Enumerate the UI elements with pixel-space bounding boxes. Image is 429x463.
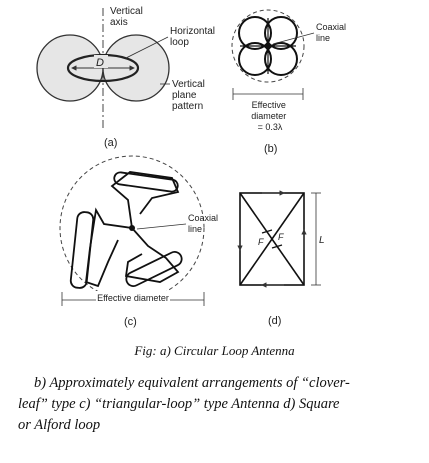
panel-b-tag: (b): [264, 143, 278, 155]
description-line-2: leaf” type c) “triangular-loop” type Antenna d) Square: [18, 396, 340, 412]
effective-diameter-label-c: Effective diameter: [97, 293, 169, 303]
panel-b: [232, 10, 349, 155]
triangular-feed-point: [129, 225, 135, 231]
coaxial-leader-c: [137, 224, 186, 229]
figure-description: [18, 373, 418, 436]
panel-c: [60, 156, 221, 328]
coaxial-line-label-b: Coaxial line: [316, 22, 347, 43]
arm-upper: [112, 172, 178, 228]
figure-caption: Fig: a) Circular Loop Antenna: [134, 343, 295, 358]
triangular-loop-arms: [70, 172, 184, 289]
description-line-1: b) Approximately equivalent arrangements of “clover-: [34, 375, 350, 391]
loop-element-left: [70, 211, 94, 288]
feed-label-left: F: [258, 237, 264, 247]
clover-feed-point: [265, 43, 271, 49]
panel-d: [240, 193, 325, 327]
diameter-label: D: [96, 57, 104, 69]
panel-d-tag: (d): [268, 315, 282, 327]
arm-right: [126, 228, 178, 282]
panel-a-tag: (a): [104, 137, 118, 149]
vertical-plane-pattern-label: Vertical plane pattern: [172, 79, 205, 112]
description-line-3: or Alford loop: [18, 417, 101, 433]
panel-a: [37, 6, 218, 149]
coaxial-line-label-c: Coaxial line: [188, 213, 219, 234]
length-label: L: [319, 235, 325, 246]
horizontal-loop-label: Horizontal loop: [170, 26, 216, 48]
vertical-axis-label: Vertical axis: [110, 6, 143, 28]
feed-label-right: F: [278, 232, 284, 242]
panel-c-tag: (c): [124, 316, 137, 328]
effective-diameter-label-b: Effective diameter = 0.3λ: [251, 100, 287, 132]
